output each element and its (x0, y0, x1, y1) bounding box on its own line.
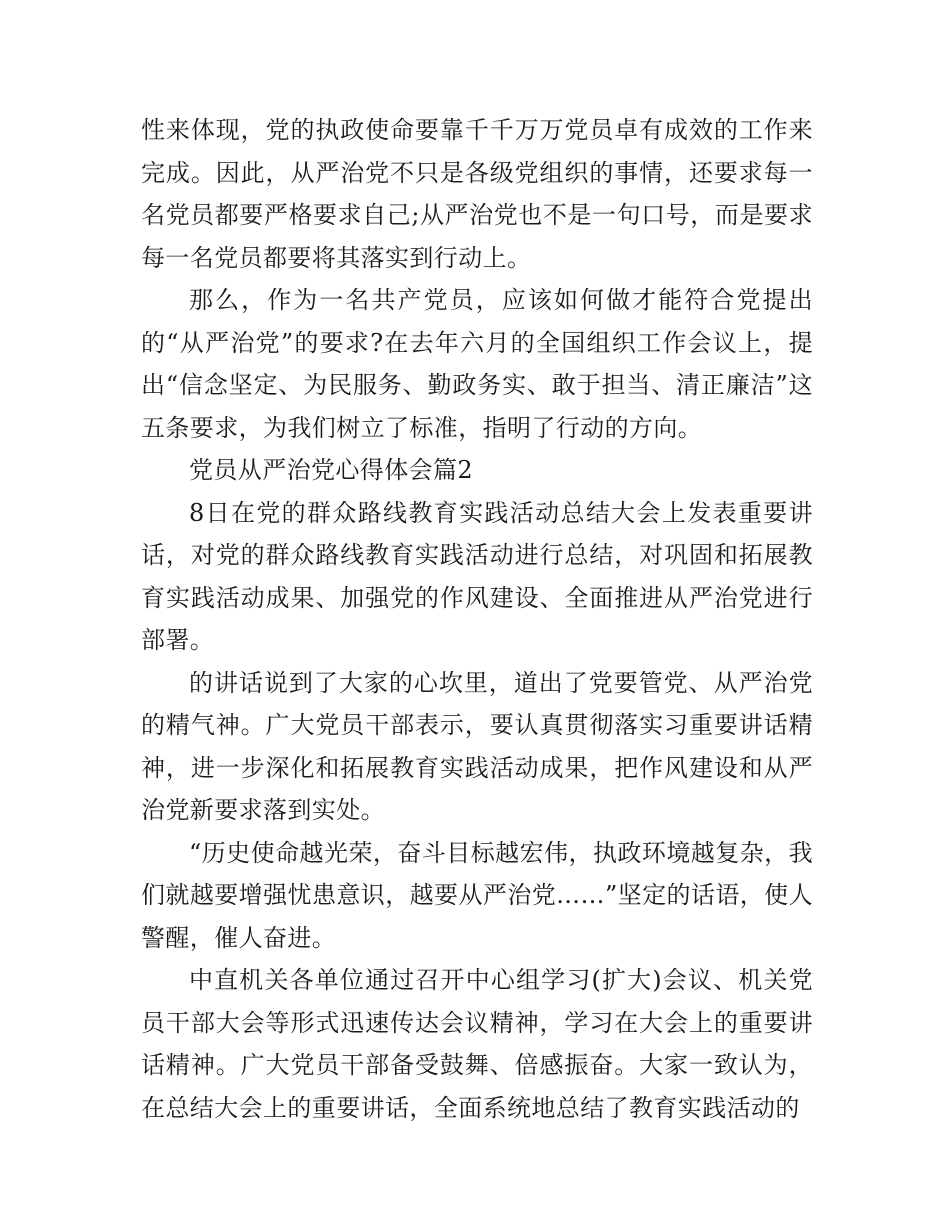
section-paragraph-3: “历史使命越光荣，奋斗目标越宏伟，执政环境越复杂，我们就越要增强忧患意识，越要从严治党……”坚定的话语，使人警醒，催人奋进。 (141, 838, 813, 952)
section-heading: 党员从严治党心得体会篇2 (189, 456, 474, 484)
section-paragraph-2: 的讲话说到了大家的心坎里，道出了党要管党、从严治党的精气神。广大党员干部表示，要认真贯彻落实习重要讲话精神，进一步深化和拓展教育实践活动成果，把作风建设和从严治党新要求落到实处。 (141, 668, 813, 824)
document-body (141, 109, 813, 1129)
section-paragraph-1: 8日在党的群众路线教育实践活动总结大会上发表重要讲话，对党的群众路线教育实践活动进行总结，对巩固和拓展教育实践活动成果、加强党的作风建设、全面推进从严治党进行部署。 (141, 498, 813, 654)
section-paragraph-4: 中直机关各单位通过召开中心组学习(扩大)会议、机关党员干部大会等形式迅速传达会议精神，学习在大会上的重要讲话精神。广大党员干部备受鼓舞、倍感振奋。大家一致认为，在总结大会上的重要讲话，全面系统地总结了教育实践活动的 (141, 966, 813, 1122)
paragraph-2: 那么，作为一名共产党员，应该如何做才能符合党提出的“从严治党”的要求?在去年六月的全国组织工作会议上，提出“信念坚定、为民服务、勤政务实、敢于担当、清正廉洁”这五条要求，为我们树立了标准，指明了行动的方向。 (141, 286, 813, 442)
paragraph-1: 性来体现，党的执政使命要靠千千万万党员卓有成效的工作来完成。因此，从严治党不只是各级党组织的事情，还要求每一名党员都要严格要求自己;从严治党也不是一句口号，而是要求每一名党员都要将其落实到行动上。 (141, 116, 813, 272)
